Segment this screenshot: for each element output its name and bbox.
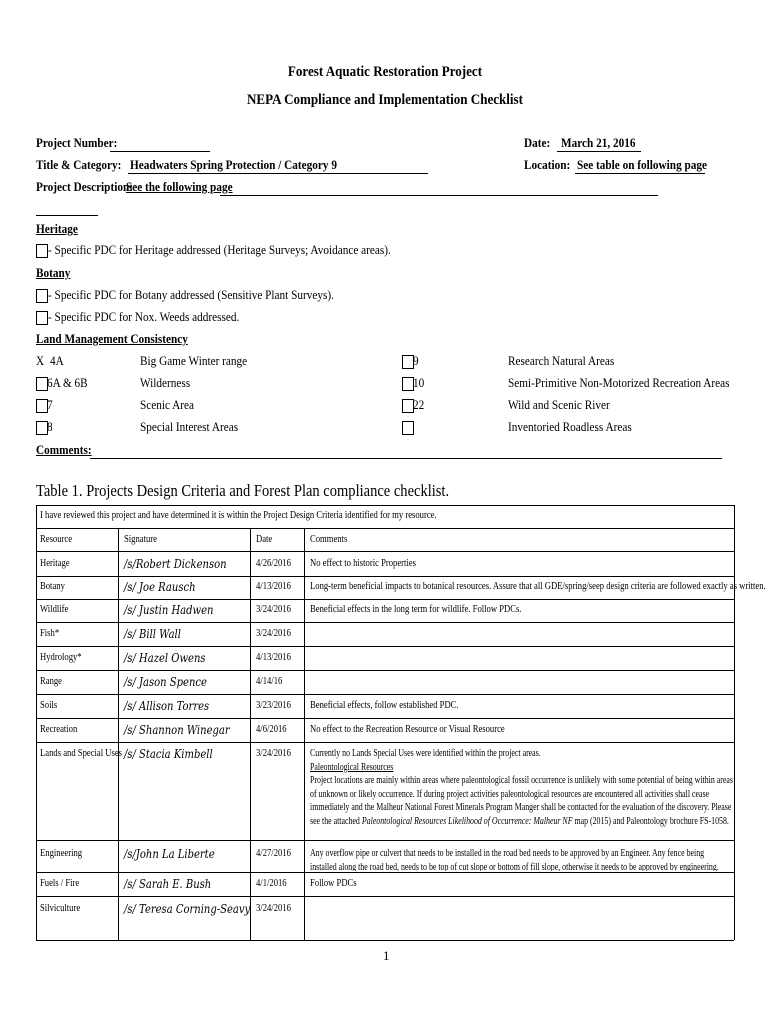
row-date: 3/24/2016 bbox=[256, 628, 291, 639]
row-comments-block bbox=[310, 847, 719, 871]
row-date: 4/13/2016 bbox=[256, 652, 291, 663]
lm-name-6a: Wilderness bbox=[140, 376, 191, 390]
title-category-label: Title & Category: bbox=[36, 158, 122, 172]
document-subtitle: NEPA Compliance and Implementation Checklist bbox=[246, 92, 523, 108]
comments-label: Comments: bbox=[36, 443, 92, 457]
row-resource: Heritage bbox=[40, 558, 70, 569]
comment-text: map (2015) and Paleontology brochure FS-1058. bbox=[574, 815, 729, 827]
col-divider bbox=[304, 528, 305, 940]
col-header-signature: Signature bbox=[124, 534, 158, 545]
row-resource: Silviculture bbox=[40, 903, 81, 914]
botany-item-2: - Specific PDC for Nox. Weeds addressed. bbox=[48, 310, 240, 324]
comment-map-title: Paleontological Resources Likelihood of Occurrence: Malheur NF bbox=[361, 815, 573, 827]
row-date: 4/1/2016 bbox=[256, 878, 287, 889]
comment-line: Any overflow pipe or culvert that needs to be installed in the road bed needs to be approved by an Engineer. Any fence being bbox=[310, 848, 705, 859]
table-header-border bbox=[36, 551, 734, 552]
row-border bbox=[36, 576, 734, 577]
table-top-border bbox=[36, 505, 734, 506]
row-border bbox=[36, 622, 734, 623]
lm-name-22: Wild and Scenic River bbox=[508, 398, 610, 412]
row-signature: /s/John La Liberte bbox=[124, 846, 215, 861]
row-date: 4/13/2016 bbox=[256, 581, 291, 592]
document-title: Forest Aquatic Restoration Project bbox=[287, 64, 483, 80]
row-border bbox=[36, 840, 734, 841]
botany-heading: Botany bbox=[36, 266, 71, 280]
comment-text: see the attached bbox=[310, 815, 360, 827]
col-divider bbox=[118, 528, 119, 940]
botany-item-1: - Specific PDC for Botany addressed (Sensitive Plant Surveys). bbox=[48, 288, 334, 302]
row-border bbox=[36, 670, 734, 671]
row-resource: Lands and Special Uses bbox=[40, 748, 123, 759]
project-description-label: Project Description: bbox=[36, 180, 133, 194]
lm-code-7: 7 bbox=[47, 398, 53, 412]
heritage-heading: Heritage bbox=[36, 222, 78, 236]
project-description-value: See the following page bbox=[126, 180, 233, 194]
comment-line: Project locations are mainly within areas where paleontological fossil occurrence is unlikely with some potential of being within areas bbox=[310, 775, 733, 787]
row-date: 4/26/2016 bbox=[256, 558, 291, 569]
comment-subheading: Paleontological Resources bbox=[310, 761, 394, 773]
lm-code-10: 10 bbox=[413, 376, 425, 390]
row-resource: Soils bbox=[40, 700, 58, 711]
location-underline bbox=[575, 173, 705, 174]
lm-name-roadless: Inventoried Roadless Areas bbox=[508, 420, 632, 434]
row-signature: /s/ Sarah E. Bush bbox=[124, 876, 212, 891]
table-left-border bbox=[36, 505, 37, 940]
land-management-heading: Land Management Consistency bbox=[36, 332, 188, 346]
botany-checkbox-2[interactable] bbox=[36, 311, 48, 325]
lm-name-7: Scenic Area bbox=[140, 398, 195, 412]
heritage-checkbox[interactable] bbox=[36, 244, 48, 258]
comment-line: Currently no Lands Special Uses were identified within the project areas. bbox=[310, 748, 541, 759]
row-comments: Long-term beneficial impacts to botanical resources. Assure that all GDE/spring/seep design criteria are followed exactly as written. bbox=[310, 581, 766, 592]
col-header-comments: Comments bbox=[310, 534, 348, 545]
row-comments: Beneficial effects, follow established PDC. bbox=[310, 700, 459, 711]
comment-line: of unknown or likely occurrence. If during project activities paleontological resources are encountered all activities shall cease bbox=[310, 788, 710, 800]
lm-name-4a: Big Game Winter range bbox=[140, 354, 248, 368]
row-signature: /s/ Jason Spence bbox=[124, 674, 207, 689]
lm-mark-4a: X bbox=[36, 354, 45, 368]
row-resource: Fuels / Fire bbox=[40, 878, 80, 889]
date-value: March 21, 2016 bbox=[561, 136, 636, 150]
row-signature: /s/ Joe Rausch bbox=[124, 579, 196, 594]
comment-line: immediately and the Malheur National Forest Minerals Program Manger shall be contacted for the evaluation of the discovery. Please bbox=[310, 802, 732, 814]
location-value: See table on following page bbox=[577, 158, 708, 172]
date-label: Date: bbox=[524, 136, 551, 150]
row-resource: Range bbox=[40, 676, 62, 687]
comment-line: installed along the road bed, needs to be top of cut slope or bottom of fill slope, otherwise it needs to be approved by engineering. bbox=[310, 861, 719, 871]
row-border bbox=[36, 646, 734, 647]
lm-code-6a: 6A & 6B bbox=[47, 376, 88, 390]
row-signature: /s/ Stacia Kimbell bbox=[124, 746, 213, 761]
lm-name-10: Semi-Primitive Non-Motorized Recreation Areas bbox=[508, 376, 730, 390]
row-signature: /s/ Allison Torres bbox=[124, 698, 210, 713]
row-signature: /s/ Teresa Corning-Seavy bbox=[124, 901, 251, 916]
row-comments: No effect to the Recreation Resource or Visual Resource bbox=[310, 724, 505, 735]
project-number-label: Project Number: bbox=[36, 136, 118, 150]
location-label: Location: bbox=[524, 158, 571, 172]
row-date: 4/14/16 bbox=[256, 676, 283, 687]
row-resource: Wildlife bbox=[40, 604, 69, 615]
row-signature: /s/ Hazel Owens bbox=[124, 650, 206, 665]
row-border bbox=[36, 718, 734, 719]
row-signature: /s/ Shannon Winegar bbox=[124, 722, 230, 737]
col-header-date: Date bbox=[256, 534, 273, 545]
row-border bbox=[36, 742, 734, 743]
row-date: 3/24/2016 bbox=[256, 903, 291, 914]
row-comments: Follow PDCs bbox=[310, 878, 357, 889]
title-category-value: Headwaters Spring Protection / Category 9 bbox=[130, 158, 337, 172]
row-date: 4/6/2016 bbox=[256, 724, 287, 735]
row-resource: Botany bbox=[40, 581, 65, 592]
row-date: 3/23/2016 bbox=[256, 700, 291, 711]
project-number-blank[interactable] bbox=[110, 151, 210, 152]
row-comments-block bbox=[310, 747, 733, 829]
lm-code-9: 9 bbox=[413, 354, 419, 368]
lm-checkbox-roadless[interactable] bbox=[402, 421, 414, 435]
botany-checkbox-1[interactable] bbox=[36, 289, 48, 303]
row-resource: Fish* bbox=[40, 628, 60, 639]
row-resource: Hydrology* bbox=[40, 652, 82, 663]
lm-code-8: 8 bbox=[47, 420, 53, 434]
project-description-underline-2 bbox=[36, 215, 98, 216]
table-intro-border bbox=[36, 528, 734, 529]
row-date: 3/24/2016 bbox=[256, 604, 291, 615]
row-resource: Recreation bbox=[40, 724, 78, 735]
row-border bbox=[36, 599, 734, 600]
col-header-resource: Resource bbox=[40, 534, 73, 545]
lm-code-4a: 4A bbox=[50, 354, 64, 368]
comments-line[interactable] bbox=[90, 458, 722, 459]
table-bottom-border bbox=[36, 940, 734, 941]
comment-line-last bbox=[310, 815, 733, 829]
lm-code-22: 22 bbox=[413, 398, 425, 412]
col-divider bbox=[250, 528, 251, 940]
row-border bbox=[36, 872, 734, 873]
table-right-border bbox=[734, 505, 735, 940]
row-signature: /s/ Bill Wall bbox=[124, 626, 181, 641]
row-border bbox=[36, 896, 734, 897]
row-comments: Beneficial effects in the long term for wildlife. Follow PDCs. bbox=[310, 604, 522, 615]
heritage-item: - Specific PDC for Heritage addressed (Heritage Surveys; Avoidance areas). bbox=[48, 243, 391, 257]
row-comments: No effect to historic Properties bbox=[310, 558, 417, 569]
title-category-underline bbox=[128, 173, 428, 174]
row-date: 4/27/2016 bbox=[256, 848, 291, 859]
row-date: 3/24/2016 bbox=[256, 748, 291, 759]
project-description-underline bbox=[220, 195, 658, 196]
lm-name-8: Special Interest Areas bbox=[140, 420, 239, 434]
row-border bbox=[36, 694, 734, 695]
date-underline bbox=[557, 151, 641, 152]
row-signature: /s/Robert Dickenson bbox=[124, 556, 227, 571]
table-intro: I have reviewed this project and have determined it is within the Project Design Criteria identified for my resource. bbox=[40, 510, 437, 521]
page-number: 1 bbox=[383, 948, 390, 963]
row-signature: /s/ Justin Hadwen bbox=[124, 602, 214, 617]
table-caption: Table 1. Projects Design Criteria and Forest Plan compliance checklist. bbox=[36, 481, 450, 500]
lm-name-9: Research Natural Areas bbox=[508, 354, 615, 368]
row-resource: Engineering bbox=[40, 848, 83, 859]
